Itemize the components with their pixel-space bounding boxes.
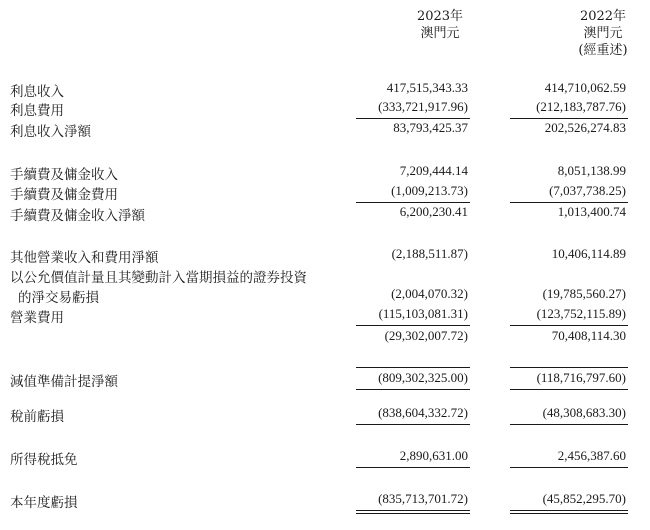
value-2022: 70,408,114.30 (551, 328, 626, 343)
value-2023: 417,515,343.33 (386, 80, 468, 95)
value-2022: 8,051,138.99 (557, 163, 626, 178)
subtotal-rule (510, 424, 628, 425)
value-2022: 10,406,114.89 (551, 246, 626, 261)
row-label: 手續費及傭金費用 (10, 187, 118, 203)
header-2022-year: 2022年 (579, 9, 627, 24)
value-2022: (118,716,797.60) (536, 370, 626, 385)
row-label: 本年度虧損 (10, 495, 78, 511)
row-label: 手續費及傭金收入 (10, 167, 118, 183)
value-2023: (809,302,325.00) (378, 370, 468, 385)
value-2022: (19,785,560.27) (542, 286, 626, 301)
value-2023: (838,604,332.72) (378, 405, 468, 420)
subtotal-rule (356, 367, 470, 368)
row-label: 減值準備計提淨額 (10, 374, 118, 390)
header-2022-unit: 澳門元 (583, 26, 623, 41)
value-2022: 1,013,400.74 (557, 204, 626, 219)
subtotal-rule (356, 424, 470, 425)
row-label: 利息收入 (10, 84, 64, 100)
row-label: 以公允價值計量且其變動計入當期損益的證券投資 (10, 270, 307, 286)
subtotal-rule (510, 118, 628, 119)
value-2023: (2,188,511.87) (391, 246, 468, 261)
value-2022: (7,037,738.25) (549, 183, 626, 198)
value-2023: 83,793,425.37 (393, 120, 468, 135)
subtotal-rule (356, 202, 470, 203)
row-label: 稅前虧損 (10, 409, 64, 425)
header-2022 (568, 8, 638, 59)
value-2022: 2,456,387.60 (557, 448, 626, 463)
total-double-rule (356, 513, 470, 514)
row-label: 營業費用 (10, 310, 64, 326)
total-double-rule (510, 510, 628, 511)
value-2023: (29,302,007.72) (384, 328, 468, 343)
subtotal-rule (510, 467, 628, 468)
value-2023: (835,713,701.72) (378, 491, 468, 506)
row-label: 利息費用 (10, 103, 64, 119)
subtotal-rule (356, 118, 470, 119)
subtotal-rule (356, 325, 470, 326)
row-label: 手續費及傭金收入淨額 (10, 208, 145, 224)
value-2022: (45,852,295.70) (542, 491, 626, 506)
value-2022: 414,710,062.59 (544, 80, 626, 95)
total-double-rule (510, 513, 628, 514)
header-2023-year: 2023年 (416, 9, 464, 24)
row-label: 所得稅抵免 (10, 452, 78, 468)
subtotal-rule (356, 389, 470, 390)
row-label: 其他營業收入和費用淨額 (10, 250, 159, 266)
header-2022-note: (經重述) (578, 43, 628, 58)
value-2022: (48,308,683.30) (542, 405, 626, 420)
value-2023: (115,103,081.31) (378, 306, 468, 321)
header-2023-unit: 澳門元 (420, 26, 460, 41)
subtotal-rule (510, 325, 628, 326)
header-2023 (405, 8, 475, 42)
value-2022: (123,752,115.89) (536, 306, 626, 321)
row-label: 的淨交易虧損 (18, 290, 99, 306)
value-2023: (1,009,213.73) (391, 183, 468, 198)
subtotal-rule (510, 389, 628, 390)
value-2023: (2,004,070.32) (391, 286, 468, 301)
value-2022: 202,526,274.83 (544, 120, 626, 135)
subtotal-rule (510, 202, 628, 203)
subtotal-rule (510, 367, 628, 368)
row-label: 利息收入淨額 (10, 124, 91, 140)
value-2023: 2,890,631.00 (399, 448, 468, 463)
subtotal-rule (356, 467, 470, 468)
value-2023: 6,200,230.41 (399, 204, 468, 219)
value-2023: 7,209,444.14 (399, 163, 468, 178)
value-2023: (333,721,917.96) (378, 99, 468, 114)
total-double-rule (356, 510, 470, 511)
value-2022: (212,183,787.76) (536, 99, 626, 114)
